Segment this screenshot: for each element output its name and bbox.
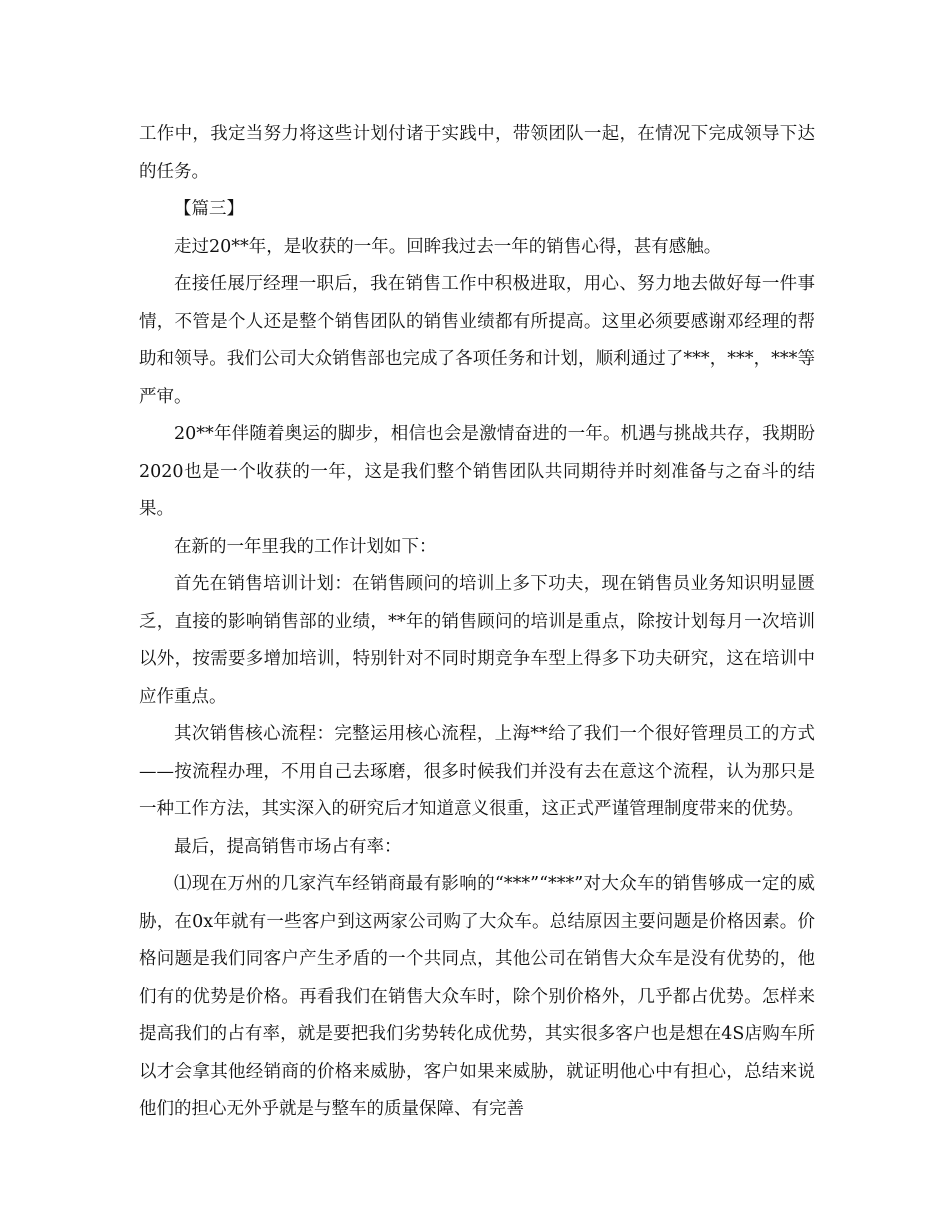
paragraph-achievements: 在接任展厅经理一职后，我在销售工作中积极进取，用心、努力地去做好每一件事情，不管是个人还是整个销售团队的销售业绩都有所提高。这里必须要感谢邓经理的帮助和领导。我们公司大众销售部也完成了各项任务和计划，顺利通过了***，***，***等严审。: [139, 274, 815, 407]
paragraph-plan-intro: 在新的一年里我的工作计划如下：: [174, 536, 437, 557]
section-heading: 【篇三】: [174, 199, 244, 219]
paragraph-training-plan: 首先在销售培训计划：在销售顾问的培训上多下功夫，现在销售员业务知识明显匮乏，直接的影响销售部的业绩，**年的销售顾问的培训是重点，除按计划每月一次培训以外，按需要多增加培训，特别针对不同时期竞争车型上得多下功夫研究，这在培训中应作重点。: [139, 574, 815, 707]
paragraph-outlook: 20**年伴随着奥运的脚步，相信也会是激情奋进的一年。机遇与挑战共存，我期盼2020也是一个收获的一年，这是我们整个销售团队共同期待并时刻准备与之奋斗的结果。: [139, 424, 815, 519]
document-body: [139, 116, 815, 1129]
paragraph-market-share-detail: ⑴现在万州的几家汽车经销商最有影响的“***”“***”对大众车的销售够成一定的威胁，在0x年就有一些客户到这两家公司购了大众车。总结原因主要问题是价格因素。价格问题是我们同客户产生矛盾的一个共同点，其他公司在销售大众车是没有优势的，他们有的优势是价格。再看我们在销售大众车时，除个别价格外，几乎都占优势。怎样来提高我们的占有率，就是要把我们劣势转化成优势，其实很多客户也是想在4S店购车所以才会拿其他经销商的价格来威胁，客户如果来威胁，就证明他心中有担心，总结来说他们的担心无外乎就是与整车的质量保障、有完善: [139, 874, 815, 1119]
paragraph-intro: 走过20**年，是收获的一年。回眸我过去一年的销售心得，甚有感触。: [174, 236, 722, 257]
paragraph-core-process: 其次销售核心流程：完整运用核心流程，上海**给了我们一个很好管理员工的方式——按流程办理，不用自己去琢磨，很多时候我们并没有去在意这个流程，认为那只是一种工作方法，其实深入的研究后才知道意义很重，这正式严谨管理制度带来的优势。: [139, 724, 815, 819]
paragraph-market-share-heading: 最后，提高销售市场占有率：: [174, 836, 402, 857]
paragraph-continuation: 工作中，我定当努力将这些计划付诸于实践中，带领团队一起，在情况下完成领导下达的任务。: [139, 124, 815, 182]
